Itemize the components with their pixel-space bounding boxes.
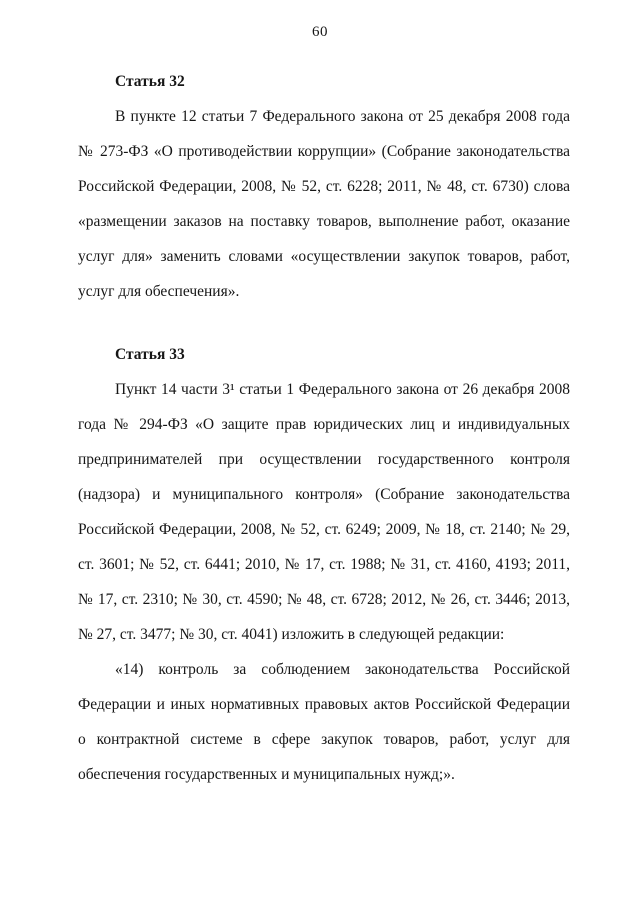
document-content (78, 64, 570, 792)
article-33-heading: Статья 33 (115, 346, 185, 363)
page-number: 60 (312, 24, 328, 40)
article-32-paragraph: В пункте 12 статьи 7 Федерального закона от 25 декабря 2008 года № 273-ФЗ «О противодействии коррупции» (Собрание законодательства Российской Федерации, 2008, № 52, ст. 6228; 2011, № 48, ст. 6730) слова «размещении заказов на поставку товаров, выполнение работ, оказание услуг для» заменить словами «осуществлении закупок товаров, работ, услуг для обеспечения». (78, 108, 570, 300)
article-32-heading: Статья 32 (115, 73, 185, 90)
article-33-paragraph-2: «14) контроль за соблюдением законодательства Российской Федерации и иных нормативных правовых актов Российской Федерации о контрактной системе в сфере закупок товаров, работ, услуг для обеспечения государственных и муниципальных нужд;». (78, 661, 570, 783)
article-33-paragraph-1: Пункт 14 части 3¹ статьи 1 Федерального закона от 26 декабря 2008 года № 294-ФЗ «О защите прав юридических лиц и индивидуальных предпринимателей при осуществлении государственного контроля (надзора) и муниципального контроля» (Собрание законодательства Российской Федерации, 2008, № 52, ст. 6249; 2009, № 18, ст. 2140; № 29, ст. 3601; № 52, ст. 6441; 2010, № 17, ст. 1988; № 31, ст. 4160, 4193; 2011, № 17, ст. 2310; № 30, ст. 4590; № 48, ст. 6728; 2012, № 26, ст. 3446; 2013, № 27, ст. 3477; № 30, ст. 4041) изложить в следующей редакции: (78, 381, 570, 643)
